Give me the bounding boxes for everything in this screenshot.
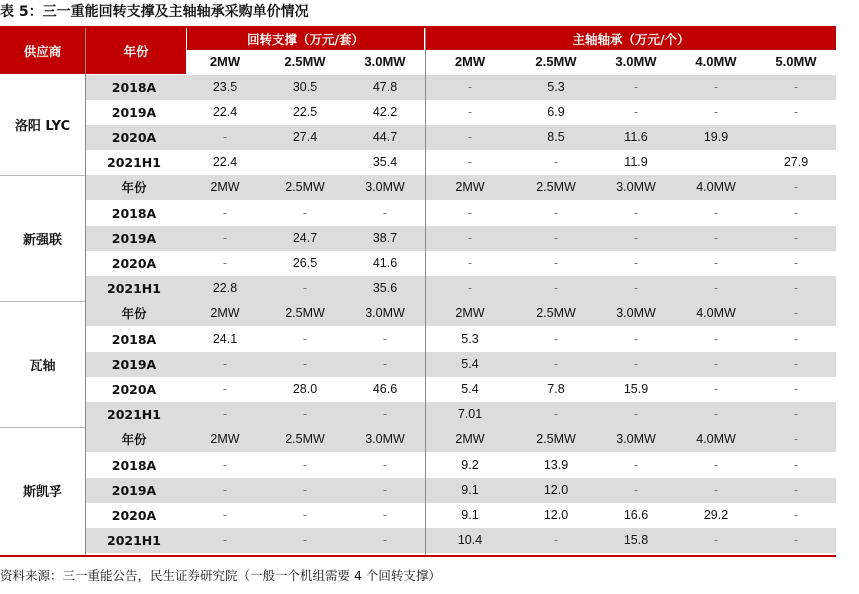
table-cell: - bbox=[793, 306, 799, 321]
table-cell: 16.6 bbox=[623, 507, 649, 522]
table-cell: - bbox=[793, 331, 799, 346]
table-cell: 4.0MW bbox=[696, 306, 736, 321]
row-year: 年份 bbox=[121, 306, 147, 322]
table-cell: 22.4 bbox=[212, 155, 238, 170]
table-cell: - bbox=[633, 356, 639, 371]
header-supplier: 供应商 bbox=[0, 28, 85, 74]
table-cell: 22.5 bbox=[292, 104, 318, 119]
row-year: 年份 bbox=[121, 432, 147, 448]
table-cell: - bbox=[382, 482, 388, 497]
row-year: 2020A bbox=[111, 381, 157, 397]
table-cell: - bbox=[633, 331, 639, 346]
table-cell: - bbox=[713, 407, 719, 422]
table-cell: 27.9 bbox=[783, 155, 809, 170]
table-cell: - bbox=[302, 281, 308, 296]
table-cell: 9.1 bbox=[461, 482, 479, 497]
header-year: 年份 bbox=[86, 28, 186, 74]
table-cell: - bbox=[793, 432, 799, 447]
header-group-mainshaft: 主轴轴承（万元/个） bbox=[426, 28, 836, 50]
table-cell: 3.0MW bbox=[365, 432, 405, 447]
table-cell: - bbox=[467, 104, 473, 119]
table-cell: - bbox=[302, 457, 308, 472]
table-cell: - bbox=[467, 255, 473, 270]
table-cell: - bbox=[222, 457, 228, 472]
table-cell: - bbox=[793, 180, 799, 195]
column-header: 3.0MW bbox=[364, 54, 406, 69]
row-year: 2021H1 bbox=[107, 407, 161, 423]
column-header: 2MW bbox=[454, 54, 486, 69]
table-cell: - bbox=[793, 507, 799, 522]
table-cell: 2MW bbox=[455, 432, 485, 447]
table-cell: - bbox=[793, 407, 799, 422]
row-year: 2021H1 bbox=[107, 533, 161, 549]
row-year: 2020A bbox=[111, 507, 157, 523]
table-cell: - bbox=[553, 533, 559, 548]
table-cell: 15.8 bbox=[623, 533, 649, 548]
table-cell: 7.01 bbox=[457, 407, 483, 422]
table-cell: - bbox=[222, 407, 228, 422]
row-year: 2020A bbox=[111, 129, 157, 145]
table-cell: 11.9 bbox=[624, 155, 648, 170]
supplier-name: 新强联 bbox=[22, 232, 62, 248]
table-cell: - bbox=[633, 255, 639, 270]
table-title: 表 5：三一重能回转支撑及主轴轴承采购单价情况 bbox=[0, 4, 309, 20]
table-cell: 2.5MW bbox=[536, 306, 576, 321]
table-cell: 2.5MW bbox=[536, 180, 576, 195]
table-cell: 13.9 bbox=[543, 457, 569, 472]
table-cell: 5.3 bbox=[461, 331, 479, 346]
table-cell: 2MW bbox=[455, 306, 485, 321]
table-cell: - bbox=[222, 381, 228, 396]
table-cell: 12.0 bbox=[543, 482, 569, 497]
table-cell: 9.1 bbox=[461, 507, 479, 522]
table-cell: 22.8 bbox=[212, 281, 238, 296]
table-cell: - bbox=[793, 533, 799, 548]
row-year: 2018A bbox=[111, 79, 157, 95]
table-cell: - bbox=[793, 482, 799, 497]
table-cell: - bbox=[553, 255, 559, 270]
table-cell bbox=[677, 150, 755, 175]
table-cell: - bbox=[713, 533, 719, 548]
table-cell: - bbox=[793, 281, 799, 296]
table-cell: 4.0MW bbox=[696, 432, 736, 447]
table-cell: - bbox=[633, 79, 639, 94]
row-year: 2021H1 bbox=[107, 281, 161, 297]
supplier-name: 斯凯孚 bbox=[22, 484, 62, 500]
table-cell: 10.4 bbox=[457, 533, 483, 548]
table-cell bbox=[266, 150, 344, 175]
table-cell: - bbox=[713, 230, 719, 245]
table-cell: - bbox=[793, 381, 799, 396]
table-cell: 2MW bbox=[455, 180, 485, 195]
table-cell bbox=[757, 125, 835, 150]
table-cell: 47.8 bbox=[372, 79, 398, 94]
row-year: 2018A bbox=[111, 205, 157, 221]
table-cell: 7.8 bbox=[547, 381, 565, 396]
table-cell: 5.4 bbox=[461, 356, 479, 371]
table-cell: 4.0MW bbox=[696, 180, 736, 195]
column-header: 2.5MW bbox=[284, 54, 326, 69]
table-cell: 42.2 bbox=[372, 104, 398, 119]
table-cell: 22.4 bbox=[212, 104, 238, 119]
table-cell: 2.5MW bbox=[536, 432, 576, 447]
column-header: 3.0MW bbox=[615, 54, 657, 69]
table-cell: - bbox=[382, 407, 388, 422]
table-cell: 5.4 bbox=[461, 381, 479, 396]
row-year: 2018A bbox=[111, 457, 157, 473]
table-cell: - bbox=[467, 205, 473, 220]
table-cell: - bbox=[467, 281, 473, 296]
table-cell: 30.5 bbox=[292, 79, 318, 94]
table-cell: 3.0MW bbox=[365, 306, 405, 321]
supplier-name: 洛阳 LYC bbox=[14, 119, 71, 135]
table-cell: 3.0MW bbox=[616, 180, 656, 195]
table-cell: - bbox=[713, 482, 719, 497]
table-cell: 29.2 bbox=[703, 507, 729, 522]
table-cell: - bbox=[713, 281, 719, 296]
table-cell: - bbox=[553, 331, 559, 346]
table-cell: - bbox=[553, 155, 559, 170]
column-header: 2MW bbox=[209, 54, 241, 69]
table-cell: - bbox=[302, 331, 308, 346]
table-cell: - bbox=[302, 533, 308, 548]
table-cell: - bbox=[633, 457, 639, 472]
table-cell: - bbox=[713, 255, 719, 270]
table-cell: 8.5 bbox=[547, 129, 565, 144]
table-cell: - bbox=[467, 230, 473, 245]
table-cell: 35.4 bbox=[372, 155, 398, 170]
table-cell: - bbox=[222, 533, 228, 548]
table-cell: 2.5MW bbox=[285, 432, 325, 447]
table-cell: 41.6 bbox=[372, 255, 398, 270]
table-cell: - bbox=[553, 230, 559, 245]
row-year: 年份 bbox=[121, 180, 147, 196]
table-cell: - bbox=[222, 482, 228, 497]
table-cell: - bbox=[302, 482, 308, 497]
row-year: 2019A bbox=[111, 230, 157, 246]
table-cell: - bbox=[467, 129, 473, 144]
row-year: 2018A bbox=[111, 331, 157, 347]
table-cell: 11.6 bbox=[624, 129, 648, 144]
table-cell: 15.9 bbox=[623, 381, 649, 396]
table-cell: 46.6 bbox=[372, 381, 398, 396]
table-cell: 6.9 bbox=[547, 104, 565, 119]
table-cell: - bbox=[222, 205, 228, 220]
table-cell: - bbox=[302, 356, 308, 371]
table-cell: 5.3 bbox=[547, 79, 565, 94]
table-cell: 3.0MW bbox=[616, 432, 656, 447]
table-cell: 2MW bbox=[210, 180, 240, 195]
row-year: 2021H1 bbox=[107, 155, 161, 171]
row-year: 2019A bbox=[111, 356, 157, 372]
table-cell: - bbox=[302, 507, 308, 522]
table-cell: - bbox=[713, 356, 719, 371]
table-cell: - bbox=[382, 533, 388, 548]
bottom-rule bbox=[0, 555, 836, 557]
header-group-slewing: 回转支撑（万元/套） bbox=[187, 28, 424, 50]
table-cell: - bbox=[793, 230, 799, 245]
table-cell: - bbox=[553, 281, 559, 296]
table-cell: - bbox=[793, 356, 799, 371]
column-divider bbox=[425, 28, 426, 555]
table-cell: - bbox=[553, 407, 559, 422]
table-cell: 28.0 bbox=[292, 381, 318, 396]
table-cell: - bbox=[633, 482, 639, 497]
table-cell: - bbox=[713, 381, 719, 396]
table-cell: - bbox=[633, 205, 639, 220]
table-cell: - bbox=[382, 457, 388, 472]
table-cell: 3.0MW bbox=[365, 180, 405, 195]
table-cell: - bbox=[467, 155, 473, 170]
table-cell: - bbox=[222, 255, 228, 270]
table-cell: - bbox=[793, 205, 799, 220]
table-cell: - bbox=[713, 205, 719, 220]
table-cell: - bbox=[222, 230, 228, 245]
table-cell: 44.7 bbox=[372, 129, 398, 144]
table-cell: - bbox=[382, 331, 388, 346]
table-cell: 3.0MW bbox=[616, 306, 656, 321]
table-cell: - bbox=[713, 79, 719, 94]
table-cell: - bbox=[302, 205, 308, 220]
table-cell: 23.5 bbox=[212, 79, 238, 94]
table-cell: 19.9 bbox=[703, 129, 729, 144]
table-cell: - bbox=[302, 407, 308, 422]
table-cell: 9.2 bbox=[461, 457, 479, 472]
table-cell: 24.7 bbox=[292, 230, 318, 245]
table-cell: - bbox=[793, 104, 799, 119]
table-cell: - bbox=[467, 79, 473, 94]
table-cell: - bbox=[553, 356, 559, 371]
table-cell: 2.5MW bbox=[285, 306, 325, 321]
table-cell: - bbox=[633, 104, 639, 119]
table-cell: 12.0 bbox=[543, 507, 569, 522]
column-header: 2.5MW bbox=[535, 54, 577, 69]
table-cell: - bbox=[222, 356, 228, 371]
table-cell: 26.5 bbox=[292, 255, 318, 270]
table-cell: - bbox=[222, 129, 228, 144]
column-divider bbox=[85, 28, 86, 555]
table-cell: - bbox=[633, 407, 639, 422]
column-header: 4.0MW bbox=[695, 54, 737, 69]
table-cell: - bbox=[553, 205, 559, 220]
table-cell: - bbox=[793, 457, 799, 472]
supplier-name: 瓦轴 bbox=[29, 358, 56, 374]
column-header: 5.0MW bbox=[775, 54, 817, 69]
table-cell: - bbox=[713, 104, 719, 119]
table-cell: 2.5MW bbox=[285, 180, 325, 195]
table-cell: 24.1 bbox=[212, 331, 238, 346]
table-cell: 35.6 bbox=[372, 281, 398, 296]
table-cell: 2MW bbox=[210, 432, 240, 447]
table-cell: - bbox=[633, 281, 639, 296]
table-cell: - bbox=[793, 79, 799, 94]
table-cell: - bbox=[382, 205, 388, 220]
row-year: 2019A bbox=[111, 482, 157, 498]
table-cell: - bbox=[713, 331, 719, 346]
table-cell: - bbox=[713, 457, 719, 472]
table-cell: 27.4 bbox=[292, 129, 318, 144]
table-cell: - bbox=[382, 507, 388, 522]
table-cell: - bbox=[382, 356, 388, 371]
table-cell: - bbox=[633, 230, 639, 245]
table-cell: - bbox=[222, 507, 228, 522]
table-cell: 38.7 bbox=[372, 230, 398, 245]
table-cell: - bbox=[793, 255, 799, 270]
row-year: 2019A bbox=[111, 104, 157, 120]
table-cell: 2MW bbox=[210, 306, 240, 321]
source-note: 资料来源：三一重能公告，民生证券研究院（一般一个机组需要 4 个回转支撑） bbox=[0, 568, 441, 583]
row-year: 2020A bbox=[111, 255, 157, 271]
